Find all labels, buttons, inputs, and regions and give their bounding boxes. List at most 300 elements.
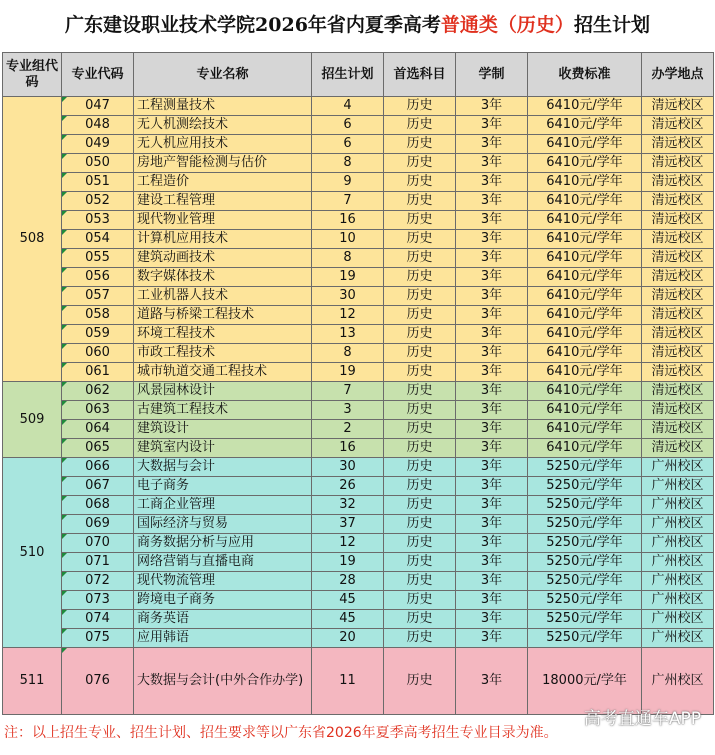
campus-cell: 广州校区 xyxy=(642,553,714,572)
tuition-fee-cell: 6410元/学年 xyxy=(528,249,642,268)
study-years-cell: 3年 xyxy=(456,439,528,458)
major-code-text: 069 xyxy=(85,516,110,531)
major-name-cell: 计算机应用技术 xyxy=(134,230,312,249)
study-years-cell: 3年 xyxy=(456,553,528,572)
tuition-fee-cell: 5250元/学年 xyxy=(528,458,642,477)
campus-cell: 广州校区 xyxy=(642,515,714,534)
plan-count-cell: 8 xyxy=(312,344,384,363)
cell-marker-icon xyxy=(62,458,67,463)
study-years-cell: 3年 xyxy=(456,534,528,553)
major-code-cell xyxy=(62,439,134,458)
cell-marker-icon xyxy=(62,97,67,102)
study-years-cell: 3年 xyxy=(456,287,528,306)
major-name-cell: 风景园林设计 xyxy=(134,382,312,401)
cell-marker-icon xyxy=(62,268,67,273)
major-code-cell xyxy=(62,325,134,344)
major-code-cell xyxy=(62,173,134,192)
table-row xyxy=(3,572,714,591)
major-code-cell xyxy=(62,382,134,401)
table-row xyxy=(3,629,714,648)
plan-count-cell: 28 xyxy=(312,572,384,591)
major-code-text: 073 xyxy=(85,592,110,607)
major-name-cell: 建筑室内设计 xyxy=(134,439,312,458)
major-name-cell: 道路与桥梁工程技术 xyxy=(134,306,312,325)
tuition-fee-cell: 6410元/学年 xyxy=(528,135,642,154)
cell-marker-icon xyxy=(62,629,67,634)
major-code-text: 053 xyxy=(85,212,110,227)
major-code-cell xyxy=(62,116,134,135)
campus-cell: 清远校区 xyxy=(642,439,714,458)
cell-marker-icon xyxy=(62,135,67,140)
major-code-text: 055 xyxy=(85,250,110,265)
campus-cell: 清远校区 xyxy=(642,97,714,116)
tuition-fee-cell: 6410元/学年 xyxy=(528,97,642,116)
footnote: 注：以上招生专业、招生计划、招生要求等以广东省2026年夏季高考招生专业目录为准。 xyxy=(4,725,558,741)
study-years-cell: 3年 xyxy=(456,401,528,420)
campus-cell: 清远校区 xyxy=(642,154,714,173)
cell-marker-icon xyxy=(62,439,67,444)
study-years-cell: 3年 xyxy=(456,154,528,173)
major-code-text: 057 xyxy=(85,288,110,303)
first-subject-cell: 历史 xyxy=(384,116,456,135)
major-code-text: 072 xyxy=(85,573,110,588)
tuition-fee-cell: 6410元/学年 xyxy=(528,363,642,382)
major-code-cell xyxy=(62,401,134,420)
tuition-fee-cell: 6410元/学年 xyxy=(528,439,642,458)
cell-marker-icon xyxy=(62,420,67,425)
cell-marker-icon xyxy=(62,211,67,216)
major-code-cell xyxy=(62,629,134,648)
study-years-cell: 3年 xyxy=(456,211,528,230)
table-row xyxy=(3,477,714,496)
cell-marker-icon xyxy=(62,382,67,387)
table-row xyxy=(3,173,714,192)
title-suffix: 招生计划 xyxy=(573,14,650,36)
major-name-cell: 电子商务 xyxy=(134,477,312,496)
cell-marker-icon xyxy=(62,572,67,577)
major-name-cell: 无人机测绘技术 xyxy=(134,116,312,135)
campus-cell: 广州校区 xyxy=(642,534,714,553)
major-code-cell xyxy=(62,344,134,363)
table-body xyxy=(3,97,714,715)
major-name-cell: 无人机应用技术 xyxy=(134,135,312,154)
study-years-cell: 3年 xyxy=(456,344,528,363)
major-name-cell: 建筑动画技术 xyxy=(134,249,312,268)
study-years-cell: 3年 xyxy=(456,458,528,477)
major-name-cell: 大数据与会计 xyxy=(134,458,312,477)
cell-marker-icon xyxy=(62,230,67,235)
major-name-cell: 市政工程技术 xyxy=(134,344,312,363)
major-code-text: 067 xyxy=(85,478,110,493)
tuition-fee-cell: 6410元/学年 xyxy=(528,211,642,230)
plan-count-cell: 16 xyxy=(312,439,384,458)
study-years-cell: 3年 xyxy=(456,420,528,439)
plan-count-cell: 12 xyxy=(312,306,384,325)
major-code-text: 048 xyxy=(85,117,110,132)
major-name-cell: 工商企业管理 xyxy=(134,496,312,515)
major-code-cell xyxy=(62,458,134,477)
campus-cell: 清远校区 xyxy=(642,192,714,211)
major-code-cell xyxy=(62,496,134,515)
study-years-cell: 3年 xyxy=(456,363,528,382)
first-subject-cell: 历史 xyxy=(384,629,456,648)
header-subject: 首选科目 xyxy=(384,53,456,97)
first-subject-cell: 历史 xyxy=(384,192,456,211)
first-subject-cell: 历史 xyxy=(384,572,456,591)
major-code-text: 056 xyxy=(85,269,110,284)
campus-cell: 清远校区 xyxy=(642,382,714,401)
plan-count-cell: 4 xyxy=(312,97,384,116)
study-years-cell: 3年 xyxy=(456,97,528,116)
table-row xyxy=(3,249,714,268)
plan-count-cell: 13 xyxy=(312,325,384,344)
major-code-cell xyxy=(62,515,134,534)
major-code-cell xyxy=(62,268,134,287)
major-name-cell: 国际经济与贸易 xyxy=(134,515,312,534)
first-subject-cell: 历史 xyxy=(384,401,456,420)
tuition-fee-cell: 6410元/学年 xyxy=(528,401,642,420)
tuition-fee-cell: 5250元/学年 xyxy=(528,496,642,515)
campus-cell: 清远校区 xyxy=(642,249,714,268)
tuition-fee-cell: 6410元/学年 xyxy=(528,382,642,401)
cell-marker-icon xyxy=(62,496,67,501)
plan-count-cell: 10 xyxy=(312,230,384,249)
enrollment-plan-table xyxy=(2,52,714,715)
tuition-fee-cell: 6410元/学年 xyxy=(528,173,642,192)
major-code-cell xyxy=(62,97,134,116)
major-code-text: 066 xyxy=(85,459,110,474)
major-name-cell: 网络营销与直播电商 xyxy=(134,553,312,572)
major-name-cell: 房地产智能检测与估价 xyxy=(134,154,312,173)
header-major-code: 专业代码 xyxy=(62,53,134,97)
first-subject-cell: 历史 xyxy=(384,249,456,268)
tuition-fee-cell: 6410元/学年 xyxy=(528,230,642,249)
major-name-cell: 大数据与会计(中外合作办学) xyxy=(134,648,312,715)
first-subject-cell: 历史 xyxy=(384,154,456,173)
header-fee: 收费标准 xyxy=(528,53,642,97)
study-years-cell: 3年 xyxy=(456,116,528,135)
first-subject-cell: 历史 xyxy=(384,382,456,401)
table-row xyxy=(3,116,714,135)
major-code-text: 076 xyxy=(85,673,110,688)
major-code-text: 065 xyxy=(85,440,110,455)
plan-count-cell: 19 xyxy=(312,268,384,287)
campus-cell: 清远校区 xyxy=(642,363,714,382)
campus-cell: 清远校区 xyxy=(642,230,714,249)
plan-count-cell: 20 xyxy=(312,629,384,648)
first-subject-cell: 历史 xyxy=(384,610,456,629)
tuition-fee-cell: 5250元/学年 xyxy=(528,610,642,629)
table-row xyxy=(3,97,714,116)
plan-count-cell: 19 xyxy=(312,363,384,382)
table-row xyxy=(3,287,714,306)
plan-count-cell: 7 xyxy=(312,382,384,401)
campus-cell: 广州校区 xyxy=(642,610,714,629)
campus-cell: 广州校区 xyxy=(642,477,714,496)
major-code-text: 060 xyxy=(85,345,110,360)
title-prefix: 广东建设职业技术学院2026年省内夏季高考 xyxy=(65,14,441,36)
major-code-cell xyxy=(62,135,134,154)
tuition-fee-cell: 5250元/学年 xyxy=(528,629,642,648)
major-code-text: 051 xyxy=(85,174,110,189)
cell-marker-icon xyxy=(62,477,67,482)
major-code-text: 062 xyxy=(85,383,110,398)
major-name-cell: 商务英语 xyxy=(134,610,312,629)
major-code-cell xyxy=(62,648,134,715)
first-subject-cell: 历史 xyxy=(384,439,456,458)
campus-cell: 清远校区 xyxy=(642,173,714,192)
table-row xyxy=(3,192,714,211)
major-name-cell: 现代物业管理 xyxy=(134,211,312,230)
table-row xyxy=(3,344,714,363)
major-code-text: 047 xyxy=(85,98,110,113)
major-name-cell: 环境工程技术 xyxy=(134,325,312,344)
study-years-cell: 3年 xyxy=(456,382,528,401)
major-name-cell: 建筑设计 xyxy=(134,420,312,439)
plan-count-cell: 6 xyxy=(312,116,384,135)
tuition-fee-cell: 5250元/学年 xyxy=(528,515,642,534)
cell-marker-icon xyxy=(62,154,67,159)
first-subject-cell: 历史 xyxy=(384,268,456,287)
header-major-name: 专业名称 xyxy=(134,53,312,97)
major-code-text: 049 xyxy=(85,136,110,151)
campus-cell: 广州校区 xyxy=(642,496,714,515)
table-row xyxy=(3,610,714,629)
cell-marker-icon xyxy=(62,306,67,311)
major-code-cell xyxy=(62,306,134,325)
major-code-cell xyxy=(62,534,134,553)
page-title xyxy=(0,0,715,50)
header-plan: 招生计划 xyxy=(312,53,384,97)
first-subject-cell: 历史 xyxy=(384,306,456,325)
cell-marker-icon xyxy=(62,363,67,368)
campus-cell: 清远校区 xyxy=(642,306,714,325)
major-code-text: 058 xyxy=(85,307,110,322)
cell-marker-icon xyxy=(62,534,67,539)
first-subject-cell: 历史 xyxy=(384,458,456,477)
plan-count-cell: 9 xyxy=(312,173,384,192)
first-subject-cell: 历史 xyxy=(384,230,456,249)
table-row xyxy=(3,363,714,382)
table-row xyxy=(3,135,714,154)
plan-count-cell: 6 xyxy=(312,135,384,154)
major-code-text: 064 xyxy=(85,421,110,436)
campus-cell: 广州校区 xyxy=(642,629,714,648)
first-subject-cell: 历史 xyxy=(384,648,456,715)
table-row xyxy=(3,268,714,287)
cell-marker-icon xyxy=(62,287,67,292)
cell-marker-icon xyxy=(62,116,67,121)
major-name-cell: 数字媒体技术 xyxy=(134,268,312,287)
study-years-cell: 3年 xyxy=(456,192,528,211)
table-row xyxy=(3,230,714,249)
campus-cell: 广州校区 xyxy=(642,648,714,715)
cell-marker-icon xyxy=(62,515,67,520)
campus-cell: 清远校区 xyxy=(642,211,714,230)
first-subject-cell: 历史 xyxy=(384,420,456,439)
watermark: 高考直通车APP xyxy=(583,709,701,729)
tuition-fee-cell: 6410元/学年 xyxy=(528,306,642,325)
major-code-text: 061 xyxy=(85,364,110,379)
major-code-text: 054 xyxy=(85,231,110,246)
group-code-cell: 510 xyxy=(3,458,62,648)
major-code-text: 052 xyxy=(85,193,110,208)
major-code-cell xyxy=(62,249,134,268)
first-subject-cell: 历史 xyxy=(384,363,456,382)
study-years-cell: 3年 xyxy=(456,496,528,515)
plan-count-cell: 12 xyxy=(312,534,384,553)
campus-cell: 清远校区 xyxy=(642,268,714,287)
major-name-cell: 跨境电子商务 xyxy=(134,591,312,610)
plan-count-cell: 30 xyxy=(312,458,384,477)
table-row xyxy=(3,553,714,572)
campus-cell: 广州校区 xyxy=(642,591,714,610)
major-name-cell: 城市轨道交通工程技术 xyxy=(134,363,312,382)
tuition-fee-cell: 18000元/学年 xyxy=(528,648,642,715)
table-row xyxy=(3,534,714,553)
major-code-text: 063 xyxy=(85,402,110,417)
plan-count-cell: 8 xyxy=(312,249,384,268)
major-code-cell xyxy=(62,477,134,496)
tuition-fee-cell: 6410元/学年 xyxy=(528,344,642,363)
major-name-cell: 现代物流管理 xyxy=(134,572,312,591)
study-years-cell: 3年 xyxy=(456,325,528,344)
campus-cell: 广州校区 xyxy=(642,572,714,591)
first-subject-cell: 历史 xyxy=(384,553,456,572)
table-row xyxy=(3,306,714,325)
first-subject-cell: 历史 xyxy=(384,135,456,154)
campus-cell: 清远校区 xyxy=(642,420,714,439)
table-header-row xyxy=(3,53,714,97)
tuition-fee-cell: 6410元/学年 xyxy=(528,154,642,173)
group-code-cell: 511 xyxy=(3,648,62,715)
plan-count-cell: 26 xyxy=(312,477,384,496)
major-code-text: 068 xyxy=(85,497,110,512)
plan-count-cell: 16 xyxy=(312,211,384,230)
plan-count-cell: 37 xyxy=(312,515,384,534)
plan-count-cell: 7 xyxy=(312,192,384,211)
header-group-code: 专业组代码 xyxy=(3,53,62,97)
first-subject-cell: 历史 xyxy=(384,344,456,363)
plan-count-cell: 2 xyxy=(312,420,384,439)
study-years-cell: 3年 xyxy=(456,173,528,192)
plan-count-cell: 8 xyxy=(312,154,384,173)
tuition-fee-cell: 5250元/学年 xyxy=(528,534,642,553)
major-name-cell: 工业机器人技术 xyxy=(134,287,312,306)
tuition-fee-cell: 5250元/学年 xyxy=(528,572,642,591)
table-row xyxy=(3,515,714,534)
tuition-fee-cell: 5250元/学年 xyxy=(528,477,642,496)
group-code-cell: 509 xyxy=(3,382,62,458)
table-row xyxy=(3,439,714,458)
tuition-fee-cell: 5250元/学年 xyxy=(528,553,642,572)
study-years-cell: 3年 xyxy=(456,515,528,534)
tuition-fee-cell: 6410元/学年 xyxy=(528,325,642,344)
major-name-cell: 商务数据分析与应用 xyxy=(134,534,312,553)
study-years-cell: 3年 xyxy=(456,306,528,325)
major-code-cell xyxy=(62,553,134,572)
major-code-text: 070 xyxy=(85,535,110,550)
plan-count-cell: 3 xyxy=(312,401,384,420)
plan-count-cell: 19 xyxy=(312,553,384,572)
study-years-cell: 3年 xyxy=(456,648,528,715)
cell-marker-icon xyxy=(62,249,67,254)
campus-cell: 清远校区 xyxy=(642,116,714,135)
first-subject-cell: 历史 xyxy=(384,287,456,306)
study-years-cell: 3年 xyxy=(456,230,528,249)
campus-cell: 清远校区 xyxy=(642,325,714,344)
major-code-cell xyxy=(62,154,134,173)
major-name-cell: 古建筑工程技术 xyxy=(134,401,312,420)
cell-marker-icon xyxy=(62,192,67,197)
plan-count-cell: 11 xyxy=(312,648,384,715)
major-code-text: 050 xyxy=(85,155,110,170)
major-code-cell xyxy=(62,610,134,629)
table-row xyxy=(3,325,714,344)
study-years-cell: 3年 xyxy=(456,572,528,591)
cell-marker-icon xyxy=(62,553,67,558)
cell-marker-icon xyxy=(62,591,67,596)
major-code-cell xyxy=(62,420,134,439)
major-code-cell xyxy=(62,192,134,211)
first-subject-cell: 历史 xyxy=(384,534,456,553)
first-subject-cell: 历史 xyxy=(384,173,456,192)
study-years-cell: 3年 xyxy=(456,591,528,610)
table-row xyxy=(3,458,714,477)
plan-count-cell: 45 xyxy=(312,610,384,629)
major-code-cell xyxy=(62,591,134,610)
major-code-cell xyxy=(62,287,134,306)
study-years-cell: 3年 xyxy=(456,249,528,268)
first-subject-cell: 历史 xyxy=(384,477,456,496)
first-subject-cell: 历史 xyxy=(384,515,456,534)
first-subject-cell: 历史 xyxy=(384,591,456,610)
study-years-cell: 3年 xyxy=(456,477,528,496)
campus-cell: 清远校区 xyxy=(642,401,714,420)
major-code-cell xyxy=(62,211,134,230)
major-code-cell xyxy=(62,230,134,249)
first-subject-cell: 历史 xyxy=(384,325,456,344)
campus-cell: 清远校区 xyxy=(642,287,714,306)
study-years-cell: 3年 xyxy=(456,268,528,287)
group-code-cell: 508 xyxy=(3,97,62,382)
table-row xyxy=(3,591,714,610)
cell-marker-icon xyxy=(62,648,67,653)
study-years-cell: 3年 xyxy=(456,610,528,629)
plan-count-cell: 45 xyxy=(312,591,384,610)
tuition-fee-cell: 6410元/学年 xyxy=(528,116,642,135)
major-code-text: 059 xyxy=(85,326,110,341)
tuition-fee-cell: 6410元/学年 xyxy=(528,192,642,211)
study-years-cell: 3年 xyxy=(456,135,528,154)
table-row xyxy=(3,382,714,401)
major-code-cell xyxy=(62,572,134,591)
plan-count-cell: 30 xyxy=(312,287,384,306)
table-row xyxy=(3,154,714,173)
major-name-cell: 应用韩语 xyxy=(134,629,312,648)
campus-cell: 清远校区 xyxy=(642,344,714,363)
major-code-text: 071 xyxy=(85,554,110,569)
first-subject-cell: 历史 xyxy=(384,211,456,230)
cell-marker-icon xyxy=(62,173,67,178)
tuition-fee-cell: 6410元/学年 xyxy=(528,287,642,306)
header-campus: 办学地点 xyxy=(642,53,714,97)
cell-marker-icon xyxy=(62,344,67,349)
table-row xyxy=(3,401,714,420)
major-code-text: 074 xyxy=(85,611,110,626)
campus-cell: 广州校区 xyxy=(642,458,714,477)
title-highlight: 普通类（历史） xyxy=(440,14,574,36)
